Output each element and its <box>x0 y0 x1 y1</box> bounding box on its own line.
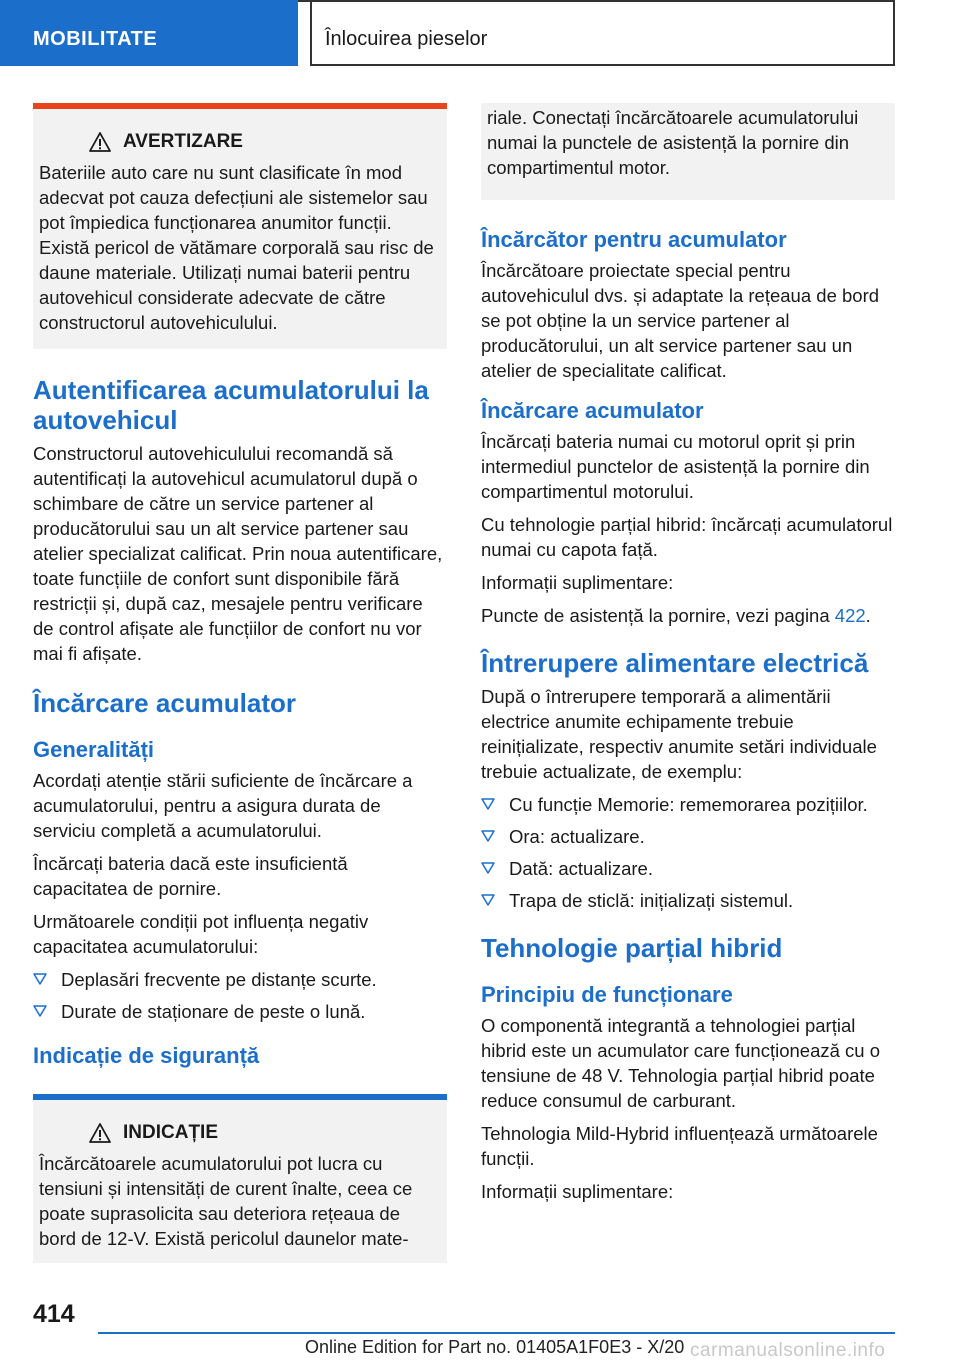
chapter-title: Înlocuirea pieselor <box>325 28 488 50</box>
header-rule <box>893 0 895 66</box>
list-item: Cu funcție Memorie: rememorarea pozițiilor. <box>481 792 895 817</box>
section-tab <box>0 0 298 66</box>
list-item: Ora: actualizare. <box>481 824 895 849</box>
triangle-bullet-icon <box>481 893 495 907</box>
section-label: MOBILITATE <box>33 28 158 50</box>
paragraph: Cu tehnologie parțial hibrid: încărcați acumulatorul numai cu capota față. <box>481 514 893 560</box>
edition-info: Online Edition for Part no. 01405A1F0E3 - X/20 <box>305 1337 685 1357</box>
note-box <box>33 1094 447 1263</box>
warning-triangle-icon <box>89 1123 111 1143</box>
warning-text: Bateriile auto care nu sunt clasificate în mod adecvat pot cauza defecțiuni ale sistemelor sau pot împiedica funcționarea anumitor funcții. Există pericol de vătămare corporală sau risc de daune materiale. Utilizați numai baterii pentru autovehicul considerate adecvate de către constructorul autovehiculului. <box>39 162 434 333</box>
bullet-list <box>33 967 447 1024</box>
heading-operating-principle: Principiu de funcționare <box>481 982 733 1007</box>
paragraph: Constructorul autovehiculului recomandă să autentificați la autovehicul acumulatorul după o schimbare de către un service partener al producătorului sau un alt service partener sau atelier specializat calificat. Prin noua autentificare, toate funcțiile de confort sunt disponibile fără restricții și, după caz, mesajele pentru verificare de control afișate ale funcțiilor de confort nu vor mai fi afișate. <box>33 443 443 664</box>
heading-power-interruption: Întrerupere alimentare electrică <box>481 648 869 678</box>
header-rule <box>310 64 895 66</box>
triangle-bullet-icon <box>33 972 47 986</box>
paragraph: O componentă integrantă a tehnologiei parțial hibrid este un acumulator care funcționează cu o tensiune de 48 V. Tehnologia parțial hibrid poate reduce consumul de carburant. <box>481 1015 881 1111</box>
note-text: Încărcătoarele acumulatorului pot lucra cu tensiuni și intensități de curent înalte, ceea ce poate suprasolicita sau deteriora rețeaua de bord de 12-V. Există pericolul daunelor mate- <box>39 1153 413 1249</box>
heading-battery-charging: Încărcare acumulator <box>33 688 297 718</box>
page-number: 414 <box>33 1300 75 1328</box>
footer-rule <box>98 1332 895 1334</box>
paragraph: Informații suplimentare: <box>481 572 674 593</box>
note-box-continued <box>481 103 895 200</box>
warning-box <box>33 103 447 349</box>
triangle-bullet-icon <box>481 797 495 811</box>
list-item: Deplasări frecvente pe distanțe scurte. <box>33 967 447 992</box>
paragraph: Încărcați bateria dacă este insuficientă capacitatea de pornire. <box>33 853 348 899</box>
heading-charging: Încărcare acumulator <box>481 398 704 423</box>
paragraph: Tehnologia Mild-Hybrid influențează următoarele funcții. <box>481 1123 878 1169</box>
heading-charger: Încărcător pentru acumulator <box>481 227 787 252</box>
list-item: Dată: actualizare. <box>481 856 895 881</box>
paragraph: Următoarele condiții pot influența negativ capacitatea acumulatorului: <box>33 911 369 957</box>
paragraph: Încărcătoare proiectate special pentru autovehiculul dvs. și adaptate la rețeaua de bord se pot obține la un service partener al producătorului, un alt service partener sau un atelier de specialitate calificat. <box>481 260 880 381</box>
watermark: carmanualsonline.info <box>690 1340 886 1361</box>
triangle-bullet-icon <box>481 861 495 875</box>
triangle-bullet-icon <box>33 1004 47 1018</box>
heading-mild-hybrid: Tehnologie parțial hibrid <box>481 933 783 963</box>
paragraph: După o întrerupere temporară a alimentării electrice anumite echipamente trebuie reinițializate, respectiv anumite setări individuale trebuie actualizate, de exemplu: <box>481 686 877 782</box>
bullet-list <box>481 792 895 913</box>
heading-general: Generalități <box>33 737 155 762</box>
warning-title: AVERTIZARE <box>123 131 243 152</box>
right-column <box>481 103 895 1212</box>
warning-triangle-icon <box>89 132 111 152</box>
note-title: INDICAȚIE <box>123 1122 218 1143</box>
list-item: Durate de staționare de peste o lună. <box>33 999 447 1024</box>
paragraph: Informații suplimentare: <box>481 1181 674 1202</box>
paragraph: Acordați atenție stării suficiente de încărcare a acumulatorului, pentru a asigura durata de serviciu completă a acumulatorului. <box>33 770 413 841</box>
header-rule <box>298 0 894 2</box>
page-header <box>0 0 960 66</box>
paragraph: Încărcați bateria numai cu motorul oprit și prin intermediul punctelor de asistență la pornire din compartimentul motorului. <box>481 431 870 502</box>
note-text: riale. Conectați încărcătoarele acumulatorului numai la punctele de asistență la pornire din compartimentul motor. <box>487 107 859 178</box>
list-item: Trapa de sticlă: inițializați sistemul. <box>481 888 895 913</box>
header-rule <box>310 0 312 66</box>
heading-battery-authentication: Autentificarea acumulatorului la autovehicul <box>33 375 429 435</box>
paragraph: Puncte de asistență la pornire, vezi pagina 422. <box>481 605 871 626</box>
heading-safety-note: Indicație de siguranță <box>33 1043 260 1068</box>
page-reference-link[interactable]: 422 <box>834 605 866 626</box>
triangle-bullet-icon <box>481 829 495 843</box>
left-column <box>33 103 447 1263</box>
